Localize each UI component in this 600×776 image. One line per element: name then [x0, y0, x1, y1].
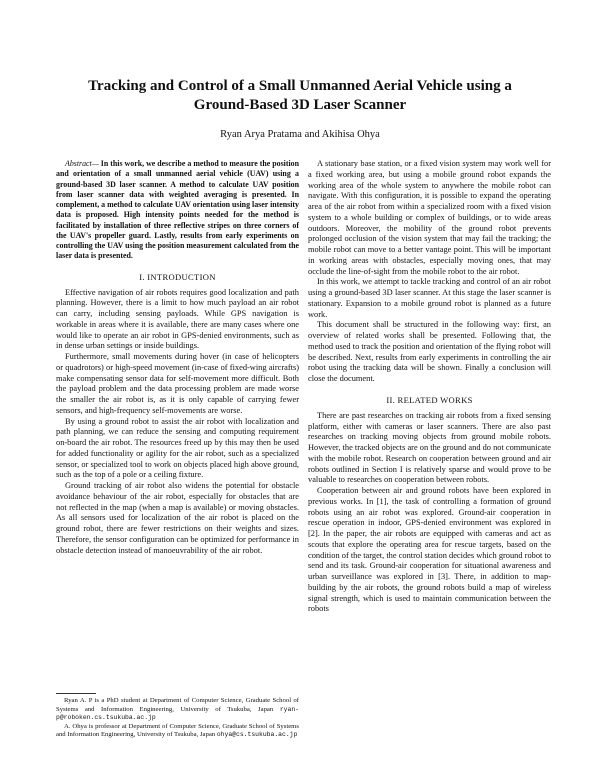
section-heading-introduction: I. INTRODUCTION: [139, 271, 216, 282]
footnote-1-email: ryan-p@roboken.cs.tsukuba.ac.jp: [56, 705, 299, 722]
footnote-2-text: A. Ohya is professor at Department of Computer Science, Graduate School of Systems and Information Engineering, University of Tsukuba, Japan: [56, 722, 299, 739]
paper-authors: Ryan Arya Pratama and Akihisa Ohya: [220, 129, 380, 140]
footnote-2: [56, 723, 299, 740]
section-heading-related-works: II. RELATED WORKS: [386, 394, 473, 405]
related-works-paragraph: Cooperation between air and ground robots have been explored in previous works. In [1], the task of controlling a formation of ground robots using an air robot was explored. Ground-air cooperation in rescue operation in indoor, GPS-denied environment was explored in [2]. In the paper, the air robots are equipped with cameras and act as scouts that explore the operating area for rescue targets, based on the condition of the target, the control station decides which ground robot to send and its task. Ground-air cooperation for situational awareness and urban surveillance was explored in [3]. There, in addition to map-building by the air robots, the ground robots build a map of wireless signal strength, which is used to maintain communication between the robots: [308, 486, 551, 614]
related-works-paragraph: There are past researches on tracking air robots from a fixed sensing platform, either with cameras or laser scanners. There are also past researches on tracking moving objects from ground mobile robots. However, the tracked objects are on the ground and do not communicate with the mobile robot. Research on cooperation between ground and air robots outlined in Section I is relatively sparse and would prove to be valuable to researches on cooperation between robots.: [308, 410, 551, 485]
abstract-label: Abstract—: [65, 159, 99, 168]
intro-paragraph: By using a ground robot to assist the air robot with localization and path planning, we can reduce the sensing and computing requirement on-board the air robot. The resources freed up by this may then be used for added functionality or agility for the air robot, such as a specialized sensor, or specialized tool to work on objects placed high above ground, such as the top of a pole or a ceiling fixture.: [56, 416, 299, 480]
footnote-1: [56, 697, 299, 723]
intro-paragraph: Effective navigation of air robots requires good localization and path planning. However, there is a limit to how much payload an air robot can carry, including sensing payloads. While GPS navigation is workable in areas where it is available, there are many cases where one would like to operate an air robot in GPS-denied environments, such as in dense urban settings or inside buildings.: [56, 287, 299, 351]
footnote-rule: [56, 693, 96, 694]
intro-paragraph: Furthermore, small movements during hover (in case of helicopters or quadrotors) or high-speed movement (in-case of fixed-wing aircrafts) make compensating sensor data for self-movement more difficult. Both the payload problem and the data processing problem are made worse the smaller the air robot is, as it is only capable of carrying fewer sensors, and high-frequency self-movements are worse.: [56, 352, 299, 415]
intro-continued-paragraph: In this work, we attempt to tackle tracking and control of an air robot using a ground-based 3D laser scanner. At this stage the laser scanner is stationary. Expansion to a mobile ground robot is planned as a future work.: [308, 277, 551, 319]
footnote-2-email: ohya@cs.tsukuba.ac.jp: [216, 731, 298, 739]
right-column: [308, 159, 551, 615]
footnote-1-text: Ryan A. P is a PhD student at Department of Computer Science, Graduate School of Systems and Information Engineering, University of Tsukuba, Japan: [56, 697, 299, 713]
title-line-1: Tracking and Control of a Small Unmanned Aerial Vehicle using a: [88, 78, 512, 94]
abstract: [56, 159, 299, 262]
intro-continued-paragraph: This document shall be structured in the following way: first, an overview of related works shall be presented. Following that, the method used to track the position and orientation of the flying robot will be described. Next, results from early experiments in controlling the air robot using the tracking data will be shown. Finally a conclusion will close the document.: [308, 320, 551, 383]
paper-title: [40, 77, 560, 115]
title-line-2: Ground-Based 3D Laser Scanner: [193, 97, 407, 113]
intro-paragraph: Ground tracking of air robot also widens the potential for obstacle avoidance behaviour of the air robot, especially for obstacles that are not reflected in the map (when a map is available) or moving obstacles. As all sensors used for localization of the air robot is placed on the ground robot, there are fewer restrictions on their weights and sizes. Therefore, the sensor configuration can be optimized for performance in obstacle detection instead of manoeuvrability of the air robot.: [56, 481, 299, 555]
footnotes: [56, 697, 299, 740]
abstract-text: In this work, we describe a method to measure the position and orientation of a small unmanned aerial vehicle (UAV) using a ground-based 3D laser scanner. A method to calculate UAV position from laser scanner data with weighted averaging is presented. In complement, a method to calculate UAV orientation using laser intensity data is proposed. High intensity points needed for the method is facilitated by installation of three reflective stripes on three corners of the UAV's propeller guard. Lastly, results from early experiments on controlling the UAV using the position measurement calculated from the laser data is presented.: [56, 159, 299, 261]
intro-continued-paragraph: A stationary base station, or a fixed vision system may work well for a fixed working area, but using a mobile ground robot expands the working area of the whole system to anywhere the mobile robot can navigate. With this configuration, it is possible to expand the operating area of the air robot from within a specialized room with a fixed vision system to a whole building or complex of buildings, or to wide areas outdoors. Moreover, the mobility of the ground robot prevents prolonged occlusion of the vision system that may fail the tracking; the mobile robot can move to a better vantage point. This will be important in working areas with obstacles, especially moving ones, that may occlude the line-of-sight from the mobile robot to the air robot.: [308, 159, 551, 276]
left-column: [56, 159, 299, 556]
